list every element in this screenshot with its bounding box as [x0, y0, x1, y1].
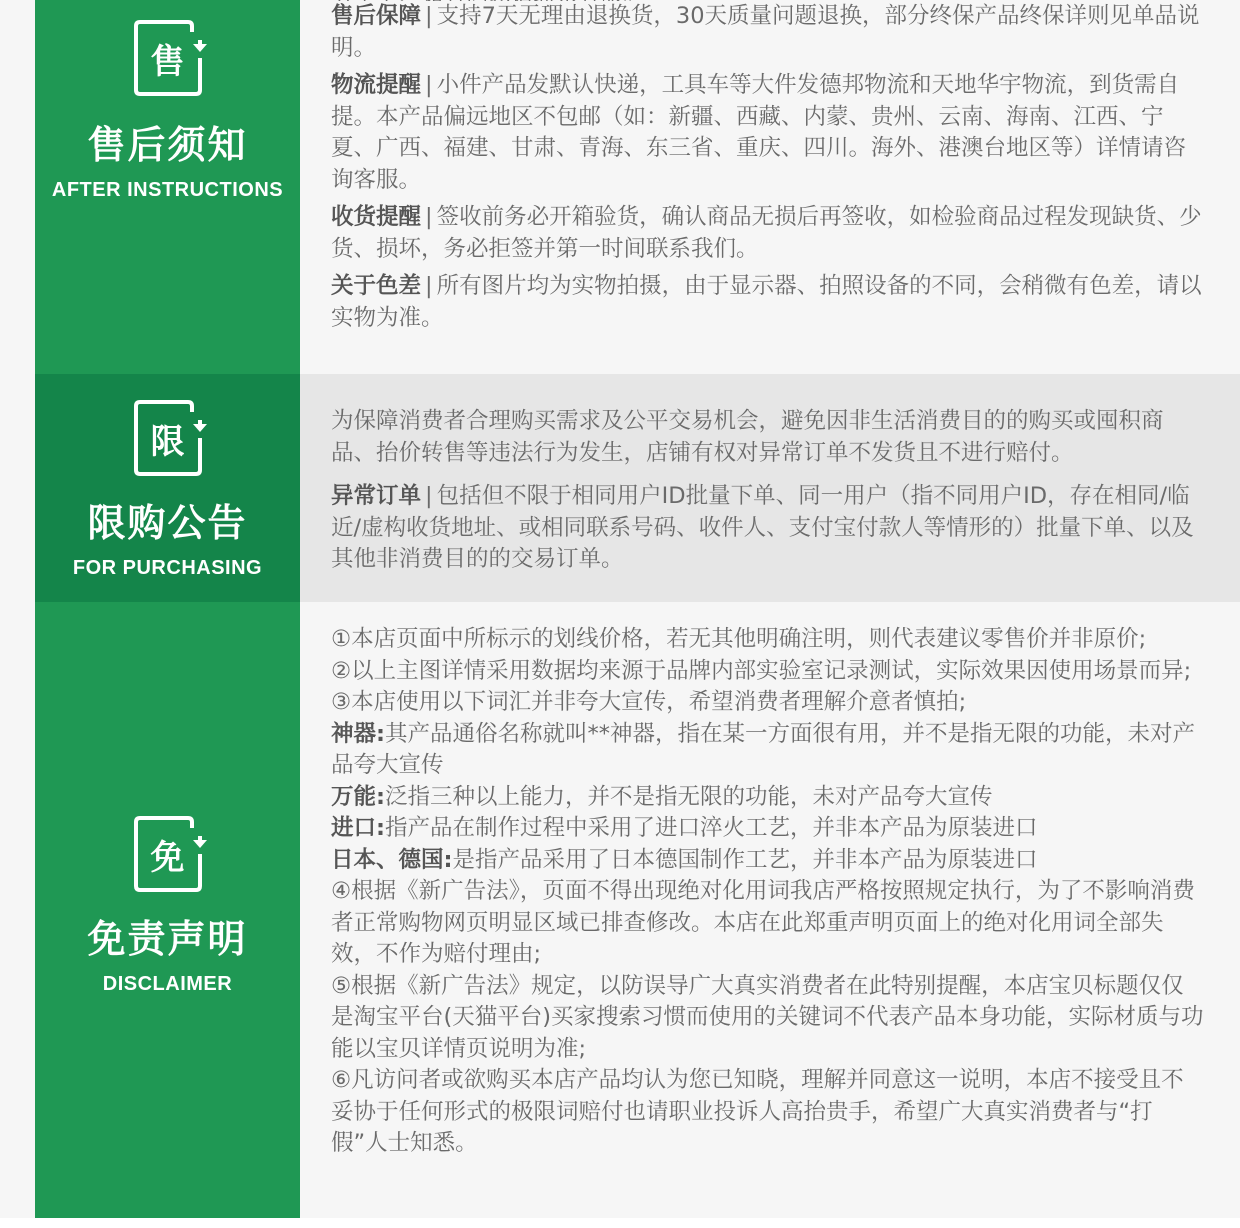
- receipt-item-label: 收货提醒: [331, 204, 422, 230]
- disclaimer-line: ⑥凡访问者或欲购买本店产品均认为您已知晓，理解并同意这一说明，本店不接受且不妥协于任何形式的极限词赔付也请职业投诉人高抬贵手，希望广大真实消费者与“打假”人士知悉。: [331, 1067, 1184, 1156]
- disclaimer-term: [331, 813, 1204, 845]
- disclaimer-section: [0, 602, 1240, 1218]
- disclaimer-line: ②以上主图详情采用数据均来源于品牌内部实验室记录测试，实际效果因使用场景而异;: [331, 657, 1192, 684]
- disclaimer-content: [300, 602, 1240, 1218]
- after-sales-content: [300, 0, 1240, 374]
- purchase-limit-content: [300, 374, 1240, 602]
- abnormal-order-item: [331, 481, 1204, 576]
- separator: |: [425, 273, 433, 299]
- after-sales-sidebar: [35, 0, 300, 374]
- after-sales-section: [0, 0, 1240, 374]
- disclaimer-subtitle: DISCLAIMER: [102, 973, 233, 995]
- disclaimer-icon-char: 免: [150, 837, 185, 878]
- disclaimer-line: ③本店使用以下词汇并非夸大宣传，希望消费者理解介意者慎拍;: [331, 689, 967, 715]
- receipt-item-text: 签收前务必开箱验货，确认商品无损后再签收，如检验商品过程发现缺货、少货、损坏，务必拒签并第一时间联系我们。: [331, 204, 1202, 262]
- receipt-item: [331, 202, 1204, 265]
- disclaimer-term-text: 指产品在制作过程中采用了进口淬火工艺，并非本产品为原装进口: [385, 815, 1038, 841]
- disclaimer-term-label: 进口:: [331, 815, 385, 841]
- after-sales-item: [331, 1, 1204, 64]
- after-sales-icon: [128, 18, 208, 98]
- disclaimer-term-text: 泛指三种以上能力，并不是指无限的功能，未对产品夸大宣传: [385, 783, 993, 810]
- purchase-limit-title: 限购公告: [87, 501, 248, 545]
- disclaimer-term: [331, 845, 1204, 877]
- separator: |: [425, 72, 433, 98]
- disclaimer-line: ⑤根据《新广告法》规定，以防误导广大真实消费者在此特别提醒，本店宝贝标题仅仅是淘宝平台(天猫平台)买家搜索习惯而使用的关键词不代表产品本身功能，实际材质与功能以宝贝详情页说明为准;: [331, 972, 1204, 1062]
- after-sales-icon-char: 售: [150, 41, 185, 82]
- separator: |: [425, 204, 433, 230]
- purchase-limit-section: [0, 374, 1240, 602]
- purchase-limit-intro: 为保障消费者合理购买需求及公平交易机会，避免因非生活消费目的的购买或囤积商品、抬价转售等违法行为发生，店铺有权对异常订单不发货且不进行赔付。: [331, 408, 1164, 466]
- disclaimer-term-label: 神器:: [331, 720, 385, 747]
- bottom-margin: [0, 1218, 1240, 1228]
- color-diff-item-label: 关于色差: [331, 273, 422, 299]
- disclaimer-term: [331, 782, 1204, 814]
- abnormal-order-text: 包括但不限于相同用户ID批量下单、同一用户（指不同用户ID，存在相同/临近/虚构收货地址、或相同联系号码、收件人、支付宝付款人等情形的）批量下单、以及其他非消费目的的交易订单。: [331, 483, 1194, 572]
- logistics-item: [331, 70, 1204, 196]
- after-sales-item-label: 售后保障: [331, 3, 422, 29]
- disclaimer-line: ④根据《新广告法》，页面不得出现绝对化用词我店严格按照规定执行，为了不影响消费者正常购物网页明显区域已排查修改。本店在此郑重声明页面上的绝对化用词全部失效，不作为赔付理由;: [331, 878, 1195, 967]
- disclaimer-term-label: 万能:: [331, 783, 385, 810]
- disclaimer-title: 免责声明: [87, 917, 248, 961]
- color-diff-item: [331, 271, 1204, 334]
- disclaimer-sidebar: [35, 602, 300, 1218]
- logistics-item-label: 物流提醒: [331, 72, 422, 98]
- disclaimer-term: [331, 719, 1204, 782]
- purchase-limit-icon-char: 限: [150, 421, 185, 462]
- disclaimer-line: ①本店页面中所标示的划线价格，若无其他明确注明，则代表建议零售价并非原价;: [331, 626, 1147, 652]
- disclaimer-icon: [128, 814, 208, 894]
- disclaimer-term-text: 是指产品采用了日本德国制作工艺，并非本产品为原装进口: [452, 846, 1038, 873]
- purchase-limit-sidebar: [35, 374, 300, 602]
- disclaimer-term-label: 日本、德国:: [331, 846, 453, 873]
- disclaimer-term-text: 其产品通俗名称就叫**神器，指在某一方面很有用，并不是指无限的功能，未对产品夸大宣传: [331, 720, 1196, 778]
- logistics-item-text: 小件产品发默认快递，工具车等大件发德邦物流和天地华宇物流，到货需自提。本产品偏远地区不包邮（如：新疆、西藏、内蒙、贵州、云南、海南、江西、宁夏、广西、福建、甘肃、青海、东三省、重庆、四川。海外、港澳台地区等）详情请咨询客服。: [331, 72, 1187, 193]
- after-sales-item-text: 支持7天无理由退换货，30天质量问题退换，部分终保产品终保详则见单品说明。: [331, 3, 1200, 61]
- separator: |: [425, 3, 433, 29]
- separator: |: [425, 483, 433, 509]
- abnormal-order-label: 异常订单: [331, 483, 422, 509]
- after-sales-subtitle: AFTER INSTRUCTIONS: [51, 179, 284, 201]
- after-sales-title: 售后须知: [87, 123, 248, 167]
- color-diff-item-text: 所有图片均为实物拍摄，由于显示器、拍照设备的不同，会稍微有色差，请以实物为准。: [331, 273, 1202, 331]
- purchase-limit-subtitle: FOR PURCHASING: [72, 557, 263, 579]
- purchase-limit-icon: [128, 398, 208, 478]
